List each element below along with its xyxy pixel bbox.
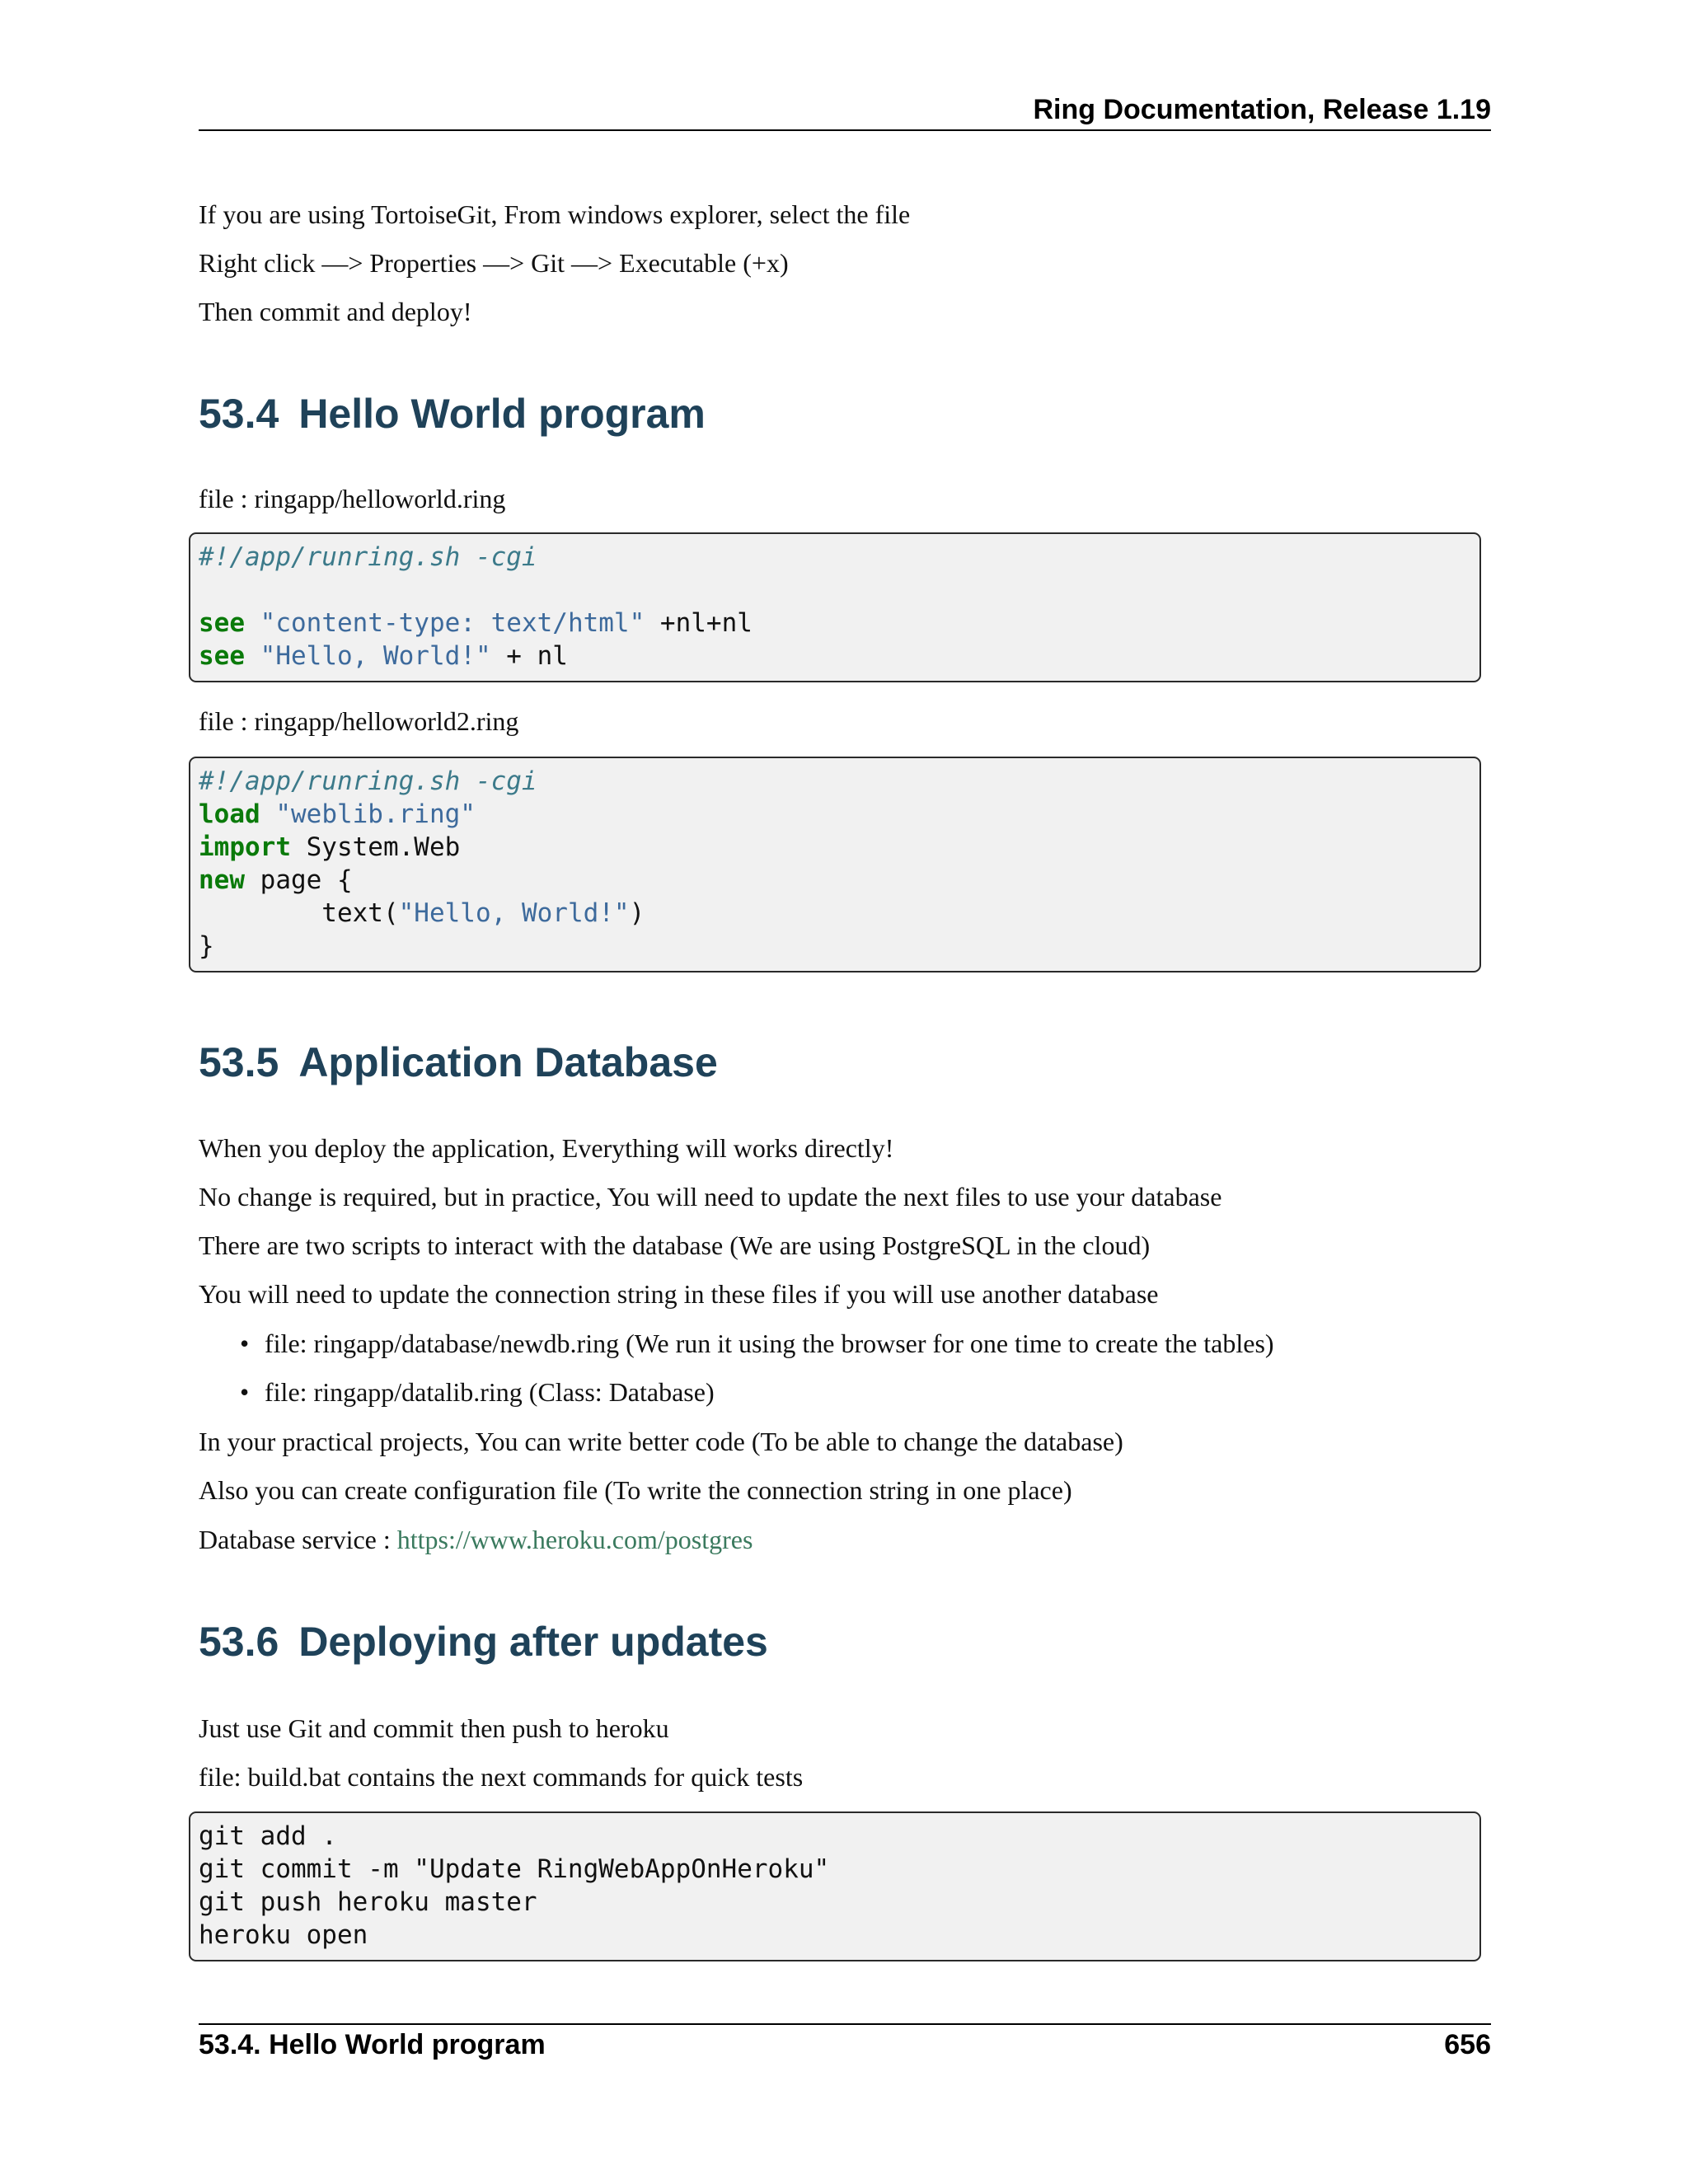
paragraph: There are two scripts to interact with the database (We are using PostgreSQL in the cloud) [199,1230,1151,1260]
code-block-build-bat [189,1811,1481,1961]
section-title: Hello World program [298,391,706,437]
paragraph: Just use Git and commit then push to heroku [199,1713,669,1743]
code-line: git add . [199,1821,337,1851]
file-label-helloworld: file : ringapp/helloworld.ring [199,484,506,513]
section-number: 53.6 [199,1619,279,1665]
code-string: "Hello, World!" [260,641,491,671]
paragraph: No change is required, but in practice, You will need to update the next files to use your database [199,1182,1222,1212]
header-rule [199,129,1491,131]
intro-line-2: Right click —> Properties —> Git —> Executable (+x) [199,248,789,278]
code-comment: #!/app/runring.sh -cgi [199,766,537,796]
code-text: ) [629,898,645,928]
code-keyword: see [199,641,245,671]
code-block-helloworld [189,532,1481,682]
code-text: + nl [490,641,568,671]
database-service-line [199,1523,753,1556]
heroku-postgres-link[interactable]: https://www.heroku.com/postgres [396,1525,753,1554]
list-item [240,1327,1274,1360]
code-line: git commit -m "Update RingWebAppOnHeroku" [199,1854,830,1884]
code-text: +nl+nl [645,608,753,638]
section-title: Application Database [298,1039,718,1085]
footer-rule [199,2023,1491,2025]
list-item-text: file: ringapp/datalib.ring (Class: Database) [265,1377,715,1407]
code-string: "content-type: text/html" [260,608,645,638]
database-service-label: Database service : [199,1525,397,1554]
section-number: 53.4 [199,391,279,437]
code-text: System.Web [290,832,461,862]
code-keyword: load [199,799,260,829]
list-item-text: file: ringapp/database/newdb.ring (We run it using the browser for one time to create the tables) [265,1329,1274,1358]
paragraph: Also you can create configuration file (To write the connection string in one place) [199,1475,1072,1505]
code-line: heroku open [199,1920,368,1950]
section-title: Deploying after updates [298,1619,768,1665]
section-heading-53-4 [199,389,706,438]
code-keyword: import [199,832,291,862]
code-line: git push heroku master [199,1887,537,1917]
section-heading-53-6 [199,1617,768,1666]
paragraph: file: build.bat contains the next commands for quick tests [199,1762,804,1792]
code-string: "Hello, World!" [398,898,630,928]
code-comment: #!/app/runring.sh -cgi [199,542,537,572]
section-number: 53.5 [199,1039,279,1085]
page-number: 656 [1444,2029,1491,2060]
code-string: "weblib.ring" [275,799,476,829]
code-block-helloworld2 [189,757,1481,972]
code-text: } [199,931,214,961]
intro-line-1: If you are using TortoiseGit, From windows explorer, select the file [199,199,911,229]
bullet-icon: • [240,1329,250,1358]
bullet-icon: • [240,1377,250,1407]
paragraph: You will need to update the connection string in these files if you will use another database [199,1279,1159,1309]
paragraph: When you deploy the application, Everything will works directly! [199,1133,894,1163]
footer-section-title: 53.4. Hello World program [199,2029,546,2060]
code-keyword: see [199,608,245,638]
code-text: text( [199,898,399,928]
file-label-helloworld2: file : ringapp/helloworld2.ring [199,706,519,736]
code-keyword: new [199,865,245,895]
section-heading-53-5 [199,1038,718,1087]
paragraph: In your practical projects, You can write better code (To be able to change the database) [199,1427,1123,1456]
list-item [240,1376,715,1408]
running-header: Ring Documentation, Release 1.19 [1033,94,1491,125]
code-text: page { [245,865,353,895]
intro-line-3: Then commit and deploy! [199,297,472,326]
